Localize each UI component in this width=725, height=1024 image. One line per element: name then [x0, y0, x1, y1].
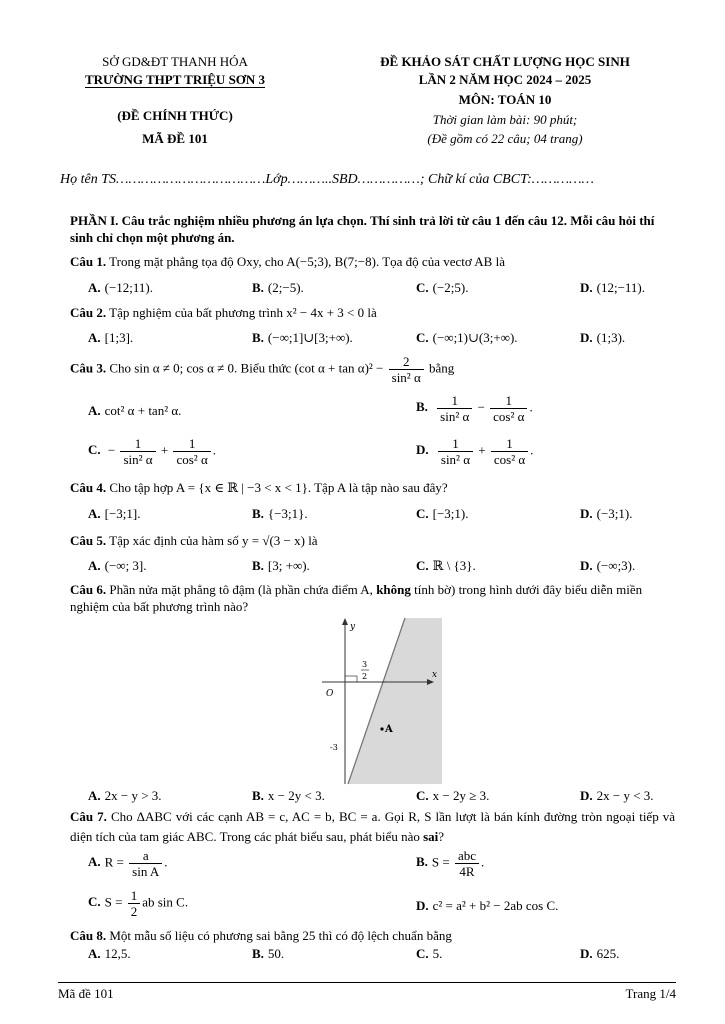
y-arrow — [342, 618, 348, 625]
question-text: Trong mặt phẳng tọa độ Oxy, cho A(−5;3), B(7;−8). Tọa độ của vectơ AB là — [109, 254, 505, 269]
y-label: y — [350, 622, 356, 632]
school-name: TRƯỜNG THPT TRIỆU SƠN 3 — [84, 72, 266, 87]
option-c: C. x − 2y ≥ 3. — [416, 788, 490, 803]
question-2: Câu 2. Tập nghiệm của bất phương trình x² − 4x + 3 < 0 là — [70, 305, 377, 320]
option-d: D. 2x − y < 3. — [580, 788, 654, 803]
option-b: B. 50. — [252, 946, 285, 961]
official-label: (ĐỀ CHÍNH THỨC) — [117, 108, 233, 123]
option-a: A. cot² α + tan² α. — [88, 403, 182, 418]
tick-negative: -3 — [330, 743, 338, 752]
option-b: B. x − 2y < 3. — [252, 788, 325, 803]
option-d: D. (12;−11). — [580, 280, 646, 295]
dept-name: SỞ GD&ĐT THANH HÓA — [102, 54, 248, 69]
option-a: A. R = $\frac{a}{\text{sin A}}$ . — [88, 848, 168, 879]
question-1 — [70, 253, 675, 270]
option-c: C. 5. — [416, 946, 443, 961]
question-3: Câu 3. Cho sin α ≠ 0; cos α ≠ 0. Biểu thức (cot α + tan α)² − $\frac{2}{\text{sin² α}}$ bằng — [70, 354, 455, 385]
option-a: A. 12,5. — [88, 946, 131, 961]
option-c: C. (−2;5). — [416, 280, 469, 295]
option-a: A. (−∞; 3]. — [88, 558, 147, 573]
exam-time: Thời gian làm bài: 90 phút; — [432, 112, 578, 127]
option-d: D. 625. — [580, 946, 620, 961]
option-c: C. − $\frac{1}{\text{sin² α}}$ + $\frac{1}{\text{cos² α}}$ . — [88, 436, 217, 467]
option-b: B. {−3;1}. — [252, 506, 308, 521]
exam-subject: MÔN: TOÁN 10 — [458, 92, 552, 107]
option-c: C. (−∞;1)∪(3;+∞). — [416, 330, 518, 345]
tick-denominator: 2 — [362, 672, 368, 681]
option-a: A. [−3;1]. — [88, 506, 141, 521]
option-d: D. (1;3). — [580, 330, 626, 345]
fraction: $\frac{2}{\text{sin² α}}$ — [389, 354, 424, 385]
option-d: D. (−3;1). — [580, 506, 633, 521]
tick-numerator: 3 — [362, 660, 368, 669]
footer-divider — [58, 982, 676, 983]
option-d: D. c² = a² + b² − 2ab cos C. — [416, 898, 559, 913]
footer-exam-code: Mã đề 101 — [58, 986, 114, 1001]
option-a: A. (−12;11). — [88, 280, 154, 295]
option-d: D. (−∞;3). — [580, 558, 636, 573]
exam-pages-note: (Đề gồm có 22 câu; 04 trang) — [427, 131, 583, 146]
option-c: C. S = $\frac{1}{2}$ ab sin C. — [88, 888, 189, 919]
exam-round: LẦN 2 NĂM HỌC 2024 – 2025 — [418, 72, 592, 87]
half-plane-figure — [300, 616, 450, 786]
question-7: Câu 7. Cho ΔABC với các cạnh AB = c, AC = b, BC = a. Gọi R, S lần lượt là bán kính đường tròn ngoại tiếp và diện tích của tam giác ABC. Trong các phát biểu sau, phát biểu nào sai? — [70, 809, 676, 844]
question-6: Câu 6. Phần nửa mặt phẳng tô đậm (là phần chứa điểm A, không tính bờ) trong hình dưới đây biểu diễn miền nghiệm của bất phương trình nào? — [70, 582, 643, 614]
question-5: Câu 5. Tập xác định của hàm số y = √(3 − x) là — [70, 533, 318, 548]
option-b: B. (−∞;1]∪[3;+∞). — [252, 330, 353, 345]
question-8: Câu 8. Một mẫu số liệu có phương sai bằng 25 thì có độ lệch chuẩn bằng — [70, 928, 452, 943]
origin-label: O — [326, 689, 334, 699]
option-b: B. (2;−5). — [252, 280, 304, 295]
part1-title: PHẦN I. Câu trắc nghiệm nhiều phương án lựa chọn. Thí sinh trả lời từ câu 1 đến câu 12. Mỗi câu hỏi thí sinh chỉ chọn một phương án. — [70, 213, 655, 245]
exam-code: MÃ ĐỀ 101 — [142, 131, 208, 146]
option-c: C. [−3;1). — [416, 506, 469, 521]
question-4: Câu 4. Cho tập hợp A = {x ∈ ℝ | −3 < x < 1}. Tập A là tập nào sau đây? — [70, 480, 448, 495]
option-d: D. $\frac{1}{\text{sin² α}}$ + $\frac{1}{\text{cos² α}}$ . — [416, 436, 534, 467]
option-b: B. $\frac{1}{\text{sin² α}}$ − $\frac{1}{\text{cos² α}}$ . — [416, 393, 533, 424]
footer-page-number: Trang 1/4 — [625, 986, 676, 1001]
point-a-label: A — [385, 724, 393, 735]
option-a: A. 2x − y > 3. — [88, 788, 162, 803]
shaded-region — [348, 618, 442, 784]
question-label: Câu 1. — [70, 254, 107, 269]
option-b: B. [3; +∞). — [252, 558, 310, 573]
option-b: B. S = $\frac{\text{abc}}{4R}$ . — [416, 848, 485, 879]
exam-title: ĐỀ KHẢO SÁT CHẤT LƯỢNG HỌC SINH — [380, 54, 630, 69]
student-info-line: Họ tên TS………………………………Lớp………..SBD……………; Chữ kí của CBCT:…………… — [60, 172, 594, 187]
x-label: x — [432, 670, 438, 680]
point-a-dot — [380, 727, 383, 730]
option-c: C. ℝ \ {3}. — [416, 558, 476, 573]
option-a: A. [1;3]. — [88, 330, 134, 345]
